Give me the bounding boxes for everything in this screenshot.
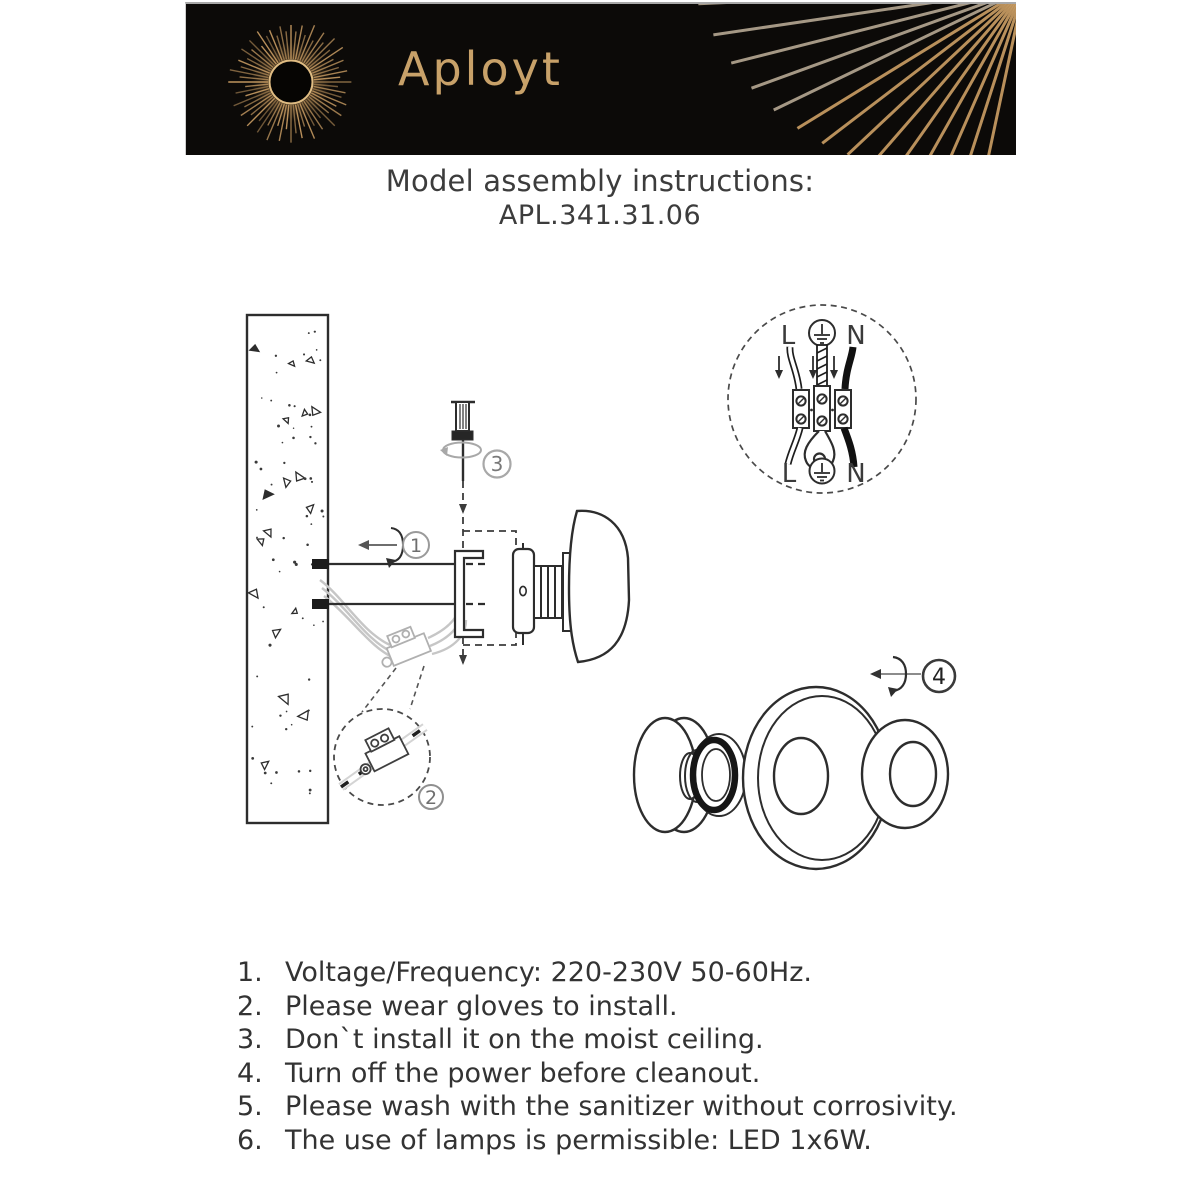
step-label-3	[484, 451, 511, 478]
item-number: 3.	[237, 1024, 263, 1055]
svg-text:3: 3	[490, 452, 504, 476]
item-text: Please wash with the sanitizer without corrosivity.	[285, 1091, 958, 1122]
instruction-item	[237, 990, 958, 1024]
step-label-1	[403, 532, 429, 558]
lamp-shade-side	[569, 511, 629, 662]
terminal-block-wiring	[793, 386, 851, 431]
step-label-4	[923, 660, 955, 692]
item-text: Turn off the power before cleanout.	[285, 1057, 761, 1089]
instructions-list	[237, 956, 958, 1157]
item-number: 4.	[237, 1057, 263, 1089]
rotate-icon-step1	[358, 528, 403, 568]
svg-text:4: 4	[932, 665, 946, 690]
lamp-body	[513, 511, 629, 662]
brand-name: Aployt	[398, 42, 563, 96]
detail-callout	[334, 666, 430, 805]
instruction-item	[237, 956, 958, 990]
live-label-top: L	[780, 321, 796, 351]
earth-icon	[809, 320, 835, 346]
step-label-2	[419, 785, 443, 809]
live-label-bottom: L	[781, 459, 797, 489]
exploded-shade-assembly	[634, 687, 948, 869]
item-text: The use of lamps is permissible: LED 1x6W.	[285, 1124, 872, 1156]
rotate-icon-step3	[440, 443, 481, 458]
item-text: Please wear gloves to install.	[285, 990, 678, 1022]
item-text: Voltage/Frequency: 220-230V 50-60Hz.	[285, 957, 812, 988]
page-title: Model assembly instructions:	[385, 164, 815, 198]
instruction-item	[237, 1090, 958, 1124]
instruction-item	[237, 1023, 958, 1057]
neutral-label-top: N	[846, 321, 866, 351]
instruction-item	[237, 1124, 958, 1158]
wiring-diagram	[728, 305, 916, 493]
item-number: 5.	[237, 1091, 263, 1122]
item-number: 6.	[237, 1124, 263, 1156]
svg-text:2: 2	[424, 787, 438, 809]
shade-ring	[862, 720, 948, 828]
neutral-label-bottom: N	[846, 459, 866, 489]
svg-text:1: 1	[409, 535, 423, 557]
item-text: Don`t install it on the moist ceiling.	[285, 1024, 764, 1055]
rotate-icon-step4	[870, 657, 921, 697]
instruction-item	[237, 1057, 958, 1091]
earth-icon-bottom	[810, 459, 835, 484]
fixing-screw	[451, 402, 475, 481]
earth-wire-top	[817, 345, 827, 390]
model-number: APL.341.31.06	[498, 200, 702, 231]
item-number: 1.	[237, 957, 263, 988]
item-number: 2.	[237, 990, 263, 1022]
